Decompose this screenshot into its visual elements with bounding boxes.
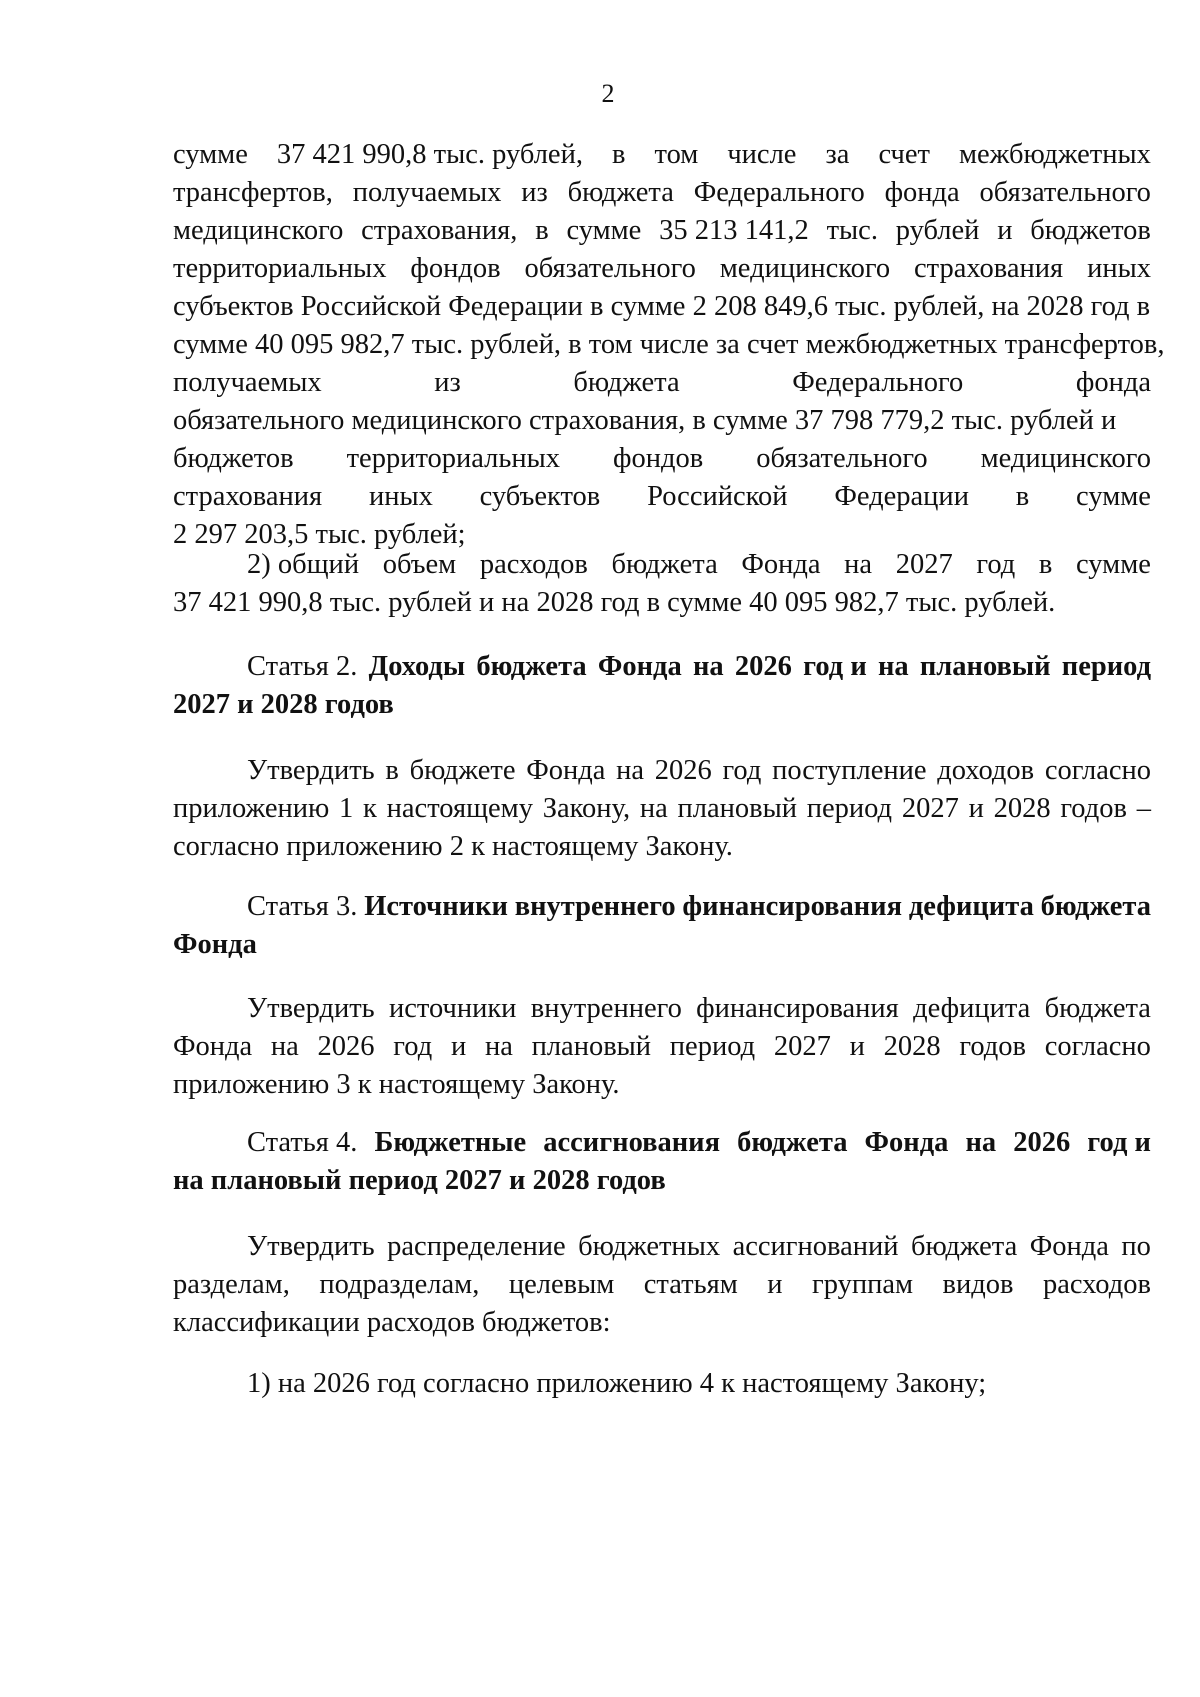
word: на — [270, 1031, 299, 1062]
article-2-heading — [173, 648, 1151, 724]
text-line: субъектов Российской Федерации в сумме 2 208 849,6 тыс. рублей, на 2028 год в — [173, 291, 1151, 322]
word: страхования — [914, 253, 1064, 284]
heading-word: плановый — [919, 651, 1051, 682]
word: разделам, — [173, 1269, 290, 1300]
word: 2027 — [773, 1031, 831, 1062]
article-3-title-line-2 — [173, 926, 1151, 964]
word: внутреннего — [530, 993, 682, 1024]
word: бюджетов — [173, 443, 294, 474]
word: бюджета — [573, 367, 680, 398]
article-4-heading — [173, 1124, 1151, 1200]
word: сумме — [1076, 481, 1151, 512]
article-3-prefix: Статья 3. — [247, 891, 358, 922]
word: 1 — [339, 793, 354, 824]
word: территориальных — [173, 253, 387, 284]
word: бюджете — [409, 755, 516, 786]
word: Утвердить — [247, 1231, 375, 1262]
word: сумме — [566, 215, 642, 246]
word: статьям — [643, 1269, 738, 1300]
word: в — [1038, 549, 1053, 580]
word: 35 213 141,2 — [659, 215, 809, 246]
word: на — [844, 549, 873, 580]
heading-word: ассигнования — [543, 1127, 721, 1158]
word: Фонда — [1029, 1231, 1109, 1262]
text-line — [173, 1228, 1151, 1266]
word: Федерации — [834, 481, 969, 512]
word: медицинского — [173, 215, 344, 246]
word: фонда — [1075, 367, 1151, 398]
text-line — [173, 752, 1151, 790]
word: обязательного — [756, 443, 928, 474]
word: из — [434, 367, 461, 398]
word: фондов — [410, 253, 501, 284]
word: в — [385, 755, 399, 786]
text-line — [173, 990, 1151, 1028]
word: распределение — [387, 1231, 566, 1262]
article-2-title-line-2 — [173, 686, 1151, 724]
word: тыс. — [826, 215, 878, 246]
heading-word: 2026 — [1013, 1127, 1071, 1158]
word: период — [806, 793, 893, 824]
heading-word: Бюджетные — [374, 1127, 527, 1158]
word: Федерального — [693, 177, 865, 208]
word: иных — [368, 481, 433, 512]
text-line — [173, 136, 1151, 174]
word: получаемых — [173, 367, 322, 398]
article-2-prefix: Статья 2. — [247, 651, 358, 682]
word: плановый — [677, 793, 797, 824]
heading-word: бюджета — [1040, 891, 1151, 922]
word: обязательного — [524, 253, 696, 284]
word: на — [484, 1031, 513, 1062]
word: объем — [382, 549, 457, 580]
word: годов — [959, 1031, 1026, 1062]
article-4-item-1 — [173, 1365, 1151, 1403]
heading-word: Доходы — [368, 651, 466, 682]
article-3-title-rest: Фонда — [173, 929, 257, 960]
word: Фонда — [173, 1031, 253, 1062]
word: межбюджетных — [959, 139, 1151, 170]
text-line — [173, 174, 1151, 212]
word: источники — [389, 993, 517, 1024]
word: 2028 — [993, 793, 1051, 824]
word: иных — [1087, 253, 1151, 284]
text-line: согласно приложению 2 к настоящему Закону. — [173, 831, 733, 862]
word: Российской — [647, 481, 788, 512]
word: трансфертов, — [173, 177, 333, 208]
text-line — [173, 364, 1151, 402]
word: группам — [812, 1269, 914, 1300]
text-line — [173, 478, 1151, 516]
word: настоящему — [386, 793, 533, 824]
word: обязательного — [979, 177, 1151, 208]
word: бюджета — [1044, 993, 1151, 1024]
article-4-prefix: Статья 4. — [247, 1127, 358, 1158]
paragraph-total-expenses — [173, 546, 1151, 622]
article-2-title-rest: 2027 и 2028 годов — [173, 689, 394, 720]
word: 37 421 990,8 тыс. рублей, — [276, 139, 583, 170]
word: подразделам, — [319, 1269, 480, 1300]
word: на — [639, 793, 668, 824]
word: 2028 — [883, 1031, 941, 1062]
word: фонда — [884, 177, 960, 208]
heading-word: Источники — [364, 891, 508, 922]
heading-word: Фонда — [864, 1127, 949, 1158]
word: – — [1136, 793, 1151, 824]
heading-word: дефицита — [908, 891, 1034, 922]
article-4-title-line-1 — [173, 1124, 1151, 1162]
article-4-title-line-2 — [173, 1162, 1151, 1200]
word: поступление — [772, 755, 927, 786]
word: 2027 — [901, 793, 959, 824]
text-line: приложению 3 к настоящему Закону. — [173, 1069, 620, 1100]
text-line — [173, 790, 1151, 828]
word: видов — [942, 1269, 1014, 1300]
word: 2027 — [895, 549, 953, 580]
word: целевым — [508, 1269, 615, 1300]
word: сумме — [1076, 549, 1151, 580]
text-line — [173, 1266, 1151, 1304]
text-line: сумме 40 095 982,7 тыс. рублей, в том числе за счет межбюджетных трансфертов, — [173, 329, 1165, 360]
word: бюджетных — [578, 1231, 721, 1262]
word: период — [669, 1031, 756, 1062]
word: территориальных — [346, 443, 561, 474]
word: Утвердить — [247, 755, 375, 786]
word: согласно — [1044, 755, 1151, 786]
word: Утвердить — [247, 993, 375, 1024]
word: на — [616, 755, 644, 786]
word: Закону, — [542, 793, 631, 824]
word: годов — [1060, 793, 1127, 824]
word: приложению — [173, 793, 330, 824]
word: рублей — [895, 215, 980, 246]
heading-word: год и — [803, 651, 867, 682]
word: согласно — [1044, 1031, 1151, 1062]
article-3-heading — [173, 888, 1151, 964]
heading-word: 2026 — [734, 651, 792, 682]
heading-word: период — [1061, 651, 1151, 682]
word: Фонда — [526, 755, 606, 786]
word: Фонда — [741, 549, 821, 580]
word: год — [976, 549, 1016, 580]
word: за — [825, 139, 850, 170]
heading-word: Фонда — [597, 651, 682, 682]
word: расходов — [1042, 1269, 1151, 1300]
heading-word: на — [877, 651, 909, 682]
word: финансирования — [696, 993, 899, 1024]
heading-word: на — [965, 1127, 997, 1158]
word: бюджетов — [1030, 215, 1151, 246]
text-line: обязательного медицинского страхования, в сумме 37 798 779,2 тыс. рублей и — [173, 405, 1117, 436]
heading-word: бюджета — [737, 1127, 848, 1158]
word: медицинского — [719, 253, 891, 284]
word: и — [968, 793, 984, 824]
heading-word: на — [692, 651, 724, 682]
word: бюджета — [910, 1231, 1018, 1262]
text-line: 2 297 203,5 тыс. рублей; — [173, 519, 466, 550]
article-2-title-line-1 — [173, 648, 1151, 686]
text-line — [173, 546, 1151, 584]
heading-word: бюджета — [476, 651, 587, 682]
word: и — [849, 1031, 865, 1062]
article-4-body — [173, 1228, 1151, 1342]
text-line: 37 421 990,8 тыс. рублей и на 2028 год в сумме 40 095 982,7 тыс. рублей. — [173, 587, 1056, 618]
word: бюджета — [567, 177, 674, 208]
text-line — [173, 1028, 1151, 1066]
word: в — [535, 215, 549, 246]
word: и — [767, 1269, 783, 1300]
word: 2026 — [654, 755, 712, 786]
word: в — [611, 139, 626, 170]
word: по — [1121, 1231, 1151, 1262]
word: и — [450, 1031, 467, 1062]
word: в — [1015, 481, 1030, 512]
word: плановый — [531, 1031, 652, 1062]
word: год — [393, 1031, 433, 1062]
word: том — [654, 139, 699, 170]
heading-word: внутреннего — [514, 891, 676, 922]
word: получаемых — [352, 177, 502, 208]
heading-word: финансирования — [682, 891, 903, 922]
article-2-body — [173, 752, 1151, 866]
text-line: классификации расходов бюджетов: — [173, 1307, 611, 1338]
word: субъектов — [479, 481, 601, 512]
word: 2) общий — [247, 549, 360, 580]
article-4-item-1-text: 1) на 2026 год согласно приложению 4 к настоящему Закону; — [247, 1368, 987, 1399]
paragraph-budget-revenue-continued — [173, 136, 1165, 554]
text-line — [173, 212, 1151, 250]
word: бюджета — [611, 549, 718, 580]
word: страхования — [173, 481, 323, 512]
word: год — [722, 755, 762, 786]
text-line — [173, 250, 1151, 288]
word: из — [521, 177, 548, 208]
word: страхования, — [361, 215, 518, 246]
word: дефицита — [913, 993, 1031, 1024]
word: Федерального — [792, 367, 964, 398]
word: медицинского — [980, 443, 1151, 474]
article-3-body — [173, 990, 1151, 1104]
word: ассигнований — [732, 1231, 899, 1262]
word: к — [363, 793, 377, 824]
heading-word: год и — [1087, 1127, 1151, 1158]
word: сумме — [173, 139, 248, 170]
word: и — [997, 215, 1013, 246]
word: 2026 — [317, 1031, 375, 1062]
page-number: 2 — [601, 79, 615, 108]
word: счет — [878, 139, 930, 170]
word: числе — [727, 139, 797, 170]
text-line — [173, 440, 1151, 478]
word: фондов — [613, 443, 704, 474]
word: расходов — [479, 549, 588, 580]
article-3-title-line-1 — [173, 888, 1151, 926]
article-4-title-rest: на плановый период 2027 и 2028 годов — [173, 1165, 666, 1196]
word: доходов — [937, 755, 1035, 786]
